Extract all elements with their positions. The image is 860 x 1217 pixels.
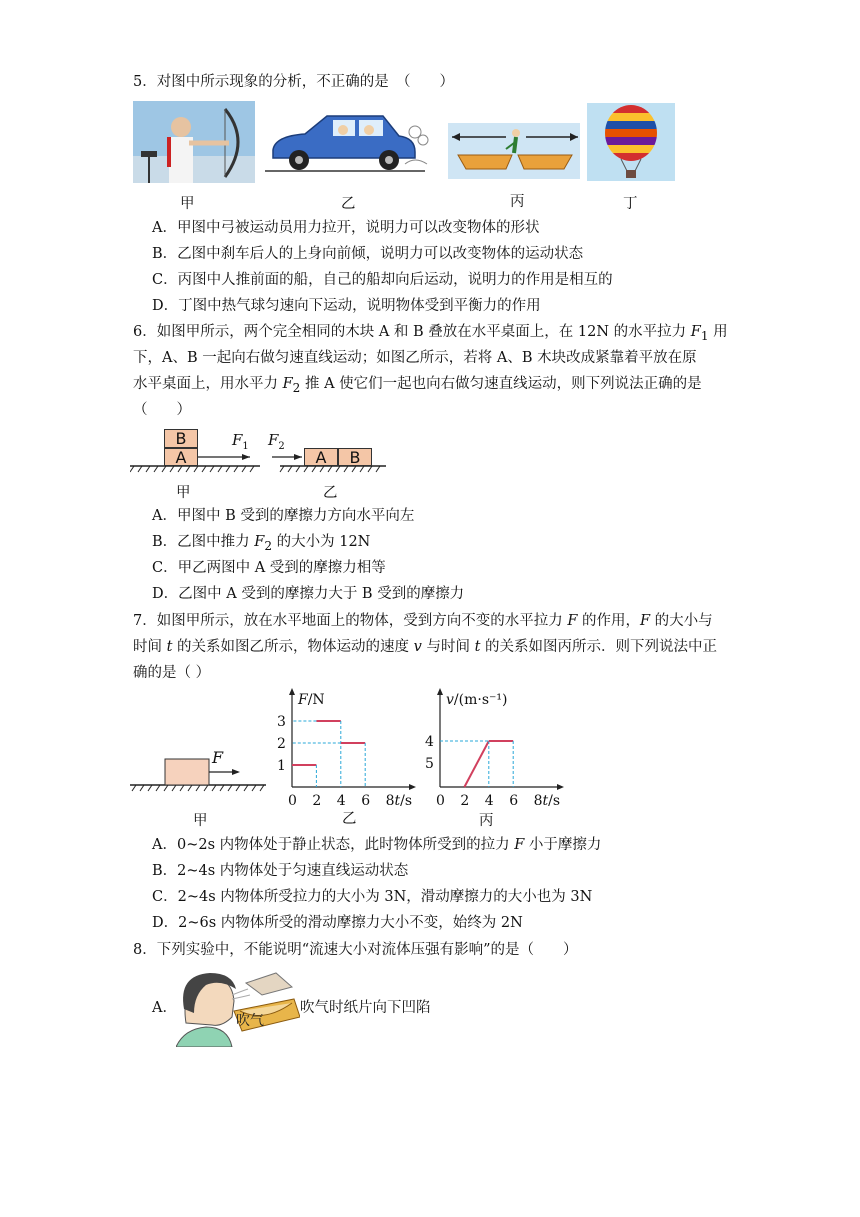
x-tick-label: 8 bbox=[533, 793, 543, 809]
x-tick-label: 4 bbox=[336, 793, 346, 809]
q5-option-d[interactable]: D．丁图中热气球匀速向下运动，说明物体受到平衡力的作用 bbox=[152, 298, 541, 314]
force-time-chart bbox=[270, 686, 420, 810]
q5-caption-bing: 丙 bbox=[510, 194, 525, 210]
q6-option-d[interactable]: D．乙图中 A 受到的摩擦力大于 B 受到的摩擦力 bbox=[152, 586, 465, 602]
x-axis-arrow bbox=[557, 784, 564, 790]
q5-stem: 5．对图中所示现象的分析，不正确的是 （ ） bbox=[133, 74, 454, 90]
q7-block-figure bbox=[130, 745, 270, 801]
q6-caption-jia: 甲 bbox=[176, 485, 191, 501]
q7-option-b[interactable]: B．2~4s 内物体处于匀速直线运动状态 bbox=[152, 863, 409, 879]
q7-stem-line1: 7．如图甲所示，放在水平地面上的物体，受到方向不变的水平拉力 F 的作用，F 的大小与 bbox=[133, 613, 713, 629]
x-tick-label: 2 bbox=[312, 793, 322, 809]
q6-figure bbox=[130, 427, 390, 483]
x-tick-label: 0 bbox=[436, 793, 445, 809]
q5-caption-ding: 丁 bbox=[623, 196, 638, 212]
q6-caption-yi: 乙 bbox=[323, 485, 338, 501]
x-tick-label: 8 bbox=[385, 793, 395, 809]
x-tick-label: 6 bbox=[361, 793, 371, 809]
q7-caption-bing: 丙 bbox=[479, 813, 494, 829]
car-braking-image bbox=[265, 108, 435, 174]
x-tick-label: 4 bbox=[484, 793, 494, 809]
x-tick-label: 0 bbox=[288, 793, 297, 809]
q7-caption-jia: 甲 bbox=[193, 813, 208, 829]
y-tick-label: 1 bbox=[277, 758, 286, 774]
q6-stem-line4: （ ） bbox=[133, 402, 191, 418]
x-axis-arrow bbox=[409, 784, 416, 790]
q6-stem-line1: 6．如图甲所示，两个完全相同的木块 A 和 B 叠放在水平桌面上，在 12N 的水平拉力 $F_1$ 用 bbox=[133, 324, 728, 343]
q7-force-label: F bbox=[212, 748, 224, 767]
q6-option-b[interactable]: B．乙图中推力 $F_2$ 的大小为 12N bbox=[152, 534, 371, 553]
velocity-segment bbox=[464, 741, 488, 787]
block-b-side: B bbox=[338, 448, 372, 466]
block-a-bottom: A bbox=[164, 448, 198, 466]
q7-stem-line3: 确的是（ ） bbox=[133, 665, 211, 681]
block-a-side: A bbox=[304, 448, 338, 466]
f1-label: $F_1$ bbox=[232, 431, 249, 452]
q6-stem-line3: 水平桌面上，用水平力 $F_2$ 推 A 使它们一起也向右做匀速直线运动，则下列说法正确的是 bbox=[133, 376, 702, 395]
q7-option-a[interactable]: A．0~2s 内物体处于静止状态，此时物体所受到的拉力 F 小于摩擦力 bbox=[152, 837, 602, 853]
x-tick-label: 6 bbox=[509, 793, 519, 809]
y-axis-label: v/(m·s⁻¹) bbox=[446, 692, 508, 708]
q8-option-a-label[interactable]: A． bbox=[152, 1000, 177, 1016]
q7-caption-yi: 乙 bbox=[342, 811, 357, 827]
q7-option-c[interactable]: C．2~4s 内物体所受拉力的大小为 3N，滑动摩擦力的大小也为 3N bbox=[152, 889, 593, 905]
q5-option-a[interactable]: A．甲图中弓被运动员用力拉开，说明力可以改变物体的形状 bbox=[152, 220, 540, 236]
q5-caption-jia: 甲 bbox=[180, 196, 195, 212]
f2-label: $F_2$ bbox=[268, 431, 285, 452]
q6-option-c[interactable]: C．甲乙两图中 A 受到的摩擦力相等 bbox=[152, 560, 386, 576]
q7-stem-line2: 时间 t 的关系如图乙所示，物体运动的速度 v 与时间 t 的关系如图丙所示．则下列说法中正 bbox=[133, 639, 718, 655]
block-b-top: B bbox=[164, 429, 198, 448]
y-tick-label: 2 bbox=[277, 736, 286, 752]
chuiqi-label: 吹气 bbox=[236, 1013, 264, 1029]
archer-image bbox=[133, 101, 255, 183]
x-axis-label: t/s bbox=[542, 793, 561, 809]
q6-stem-line2: 下，A、B 一起向右做匀速直线运动；如图乙所示，若将 A、B 木块改成紧靠着平放在原 bbox=[133, 350, 697, 366]
q8-option-a-description[interactable]: 吹气时纸片向下凹陷 bbox=[300, 1000, 431, 1016]
q5-caption-yi: 乙 bbox=[341, 196, 356, 212]
q5-option-b[interactable]: B．乙图中刹车后人的上身向前倾，说明力可以改变物体的运动状态 bbox=[152, 246, 584, 262]
y-tick-label: 5 bbox=[425, 756, 434, 772]
q6-option-a[interactable]: A．甲图中 B 受到的摩擦力方向水平向左 bbox=[152, 508, 415, 524]
y-axis-label: F/N bbox=[298, 692, 325, 708]
x-axis-label: t/s bbox=[394, 793, 413, 809]
x-tick-label: 2 bbox=[460, 793, 470, 809]
q7-option-d[interactable]: D．2~6s 内物体所受的滑动摩擦力大小不变，始终为 2N bbox=[152, 915, 523, 931]
balloon-image bbox=[587, 103, 675, 181]
y-tick-label: 4 bbox=[425, 734, 434, 750]
blowing-paper-image bbox=[176, 965, 300, 1047]
y-tick-label: 3 bbox=[277, 714, 286, 730]
boats-image bbox=[448, 123, 580, 179]
q5-option-c[interactable]: C．丙图中人推前面的船，自己的船却向后运动，说明力的作用是相互的 bbox=[152, 272, 613, 288]
y-axis-arrow bbox=[437, 688, 443, 695]
q8-stem: 8．下列实验中，不能说明“流速大小对流体压强有影响”的是（ ） bbox=[133, 942, 578, 958]
y-axis-arrow bbox=[289, 688, 295, 695]
velocity-time-chart bbox=[418, 686, 574, 810]
